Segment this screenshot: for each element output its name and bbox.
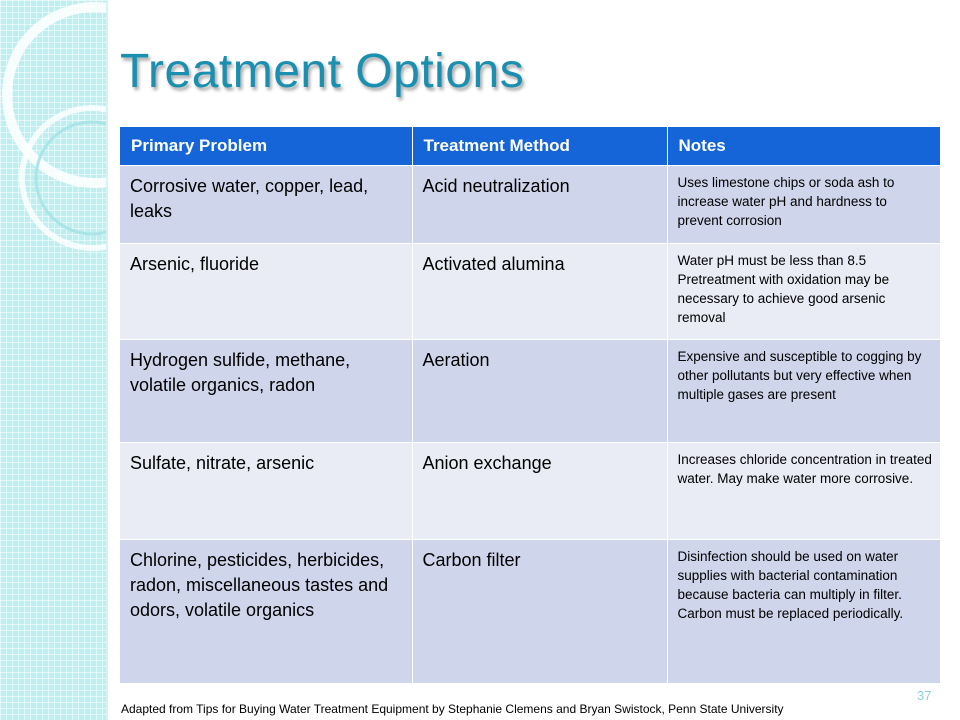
notes-cell: Water pH must be less than 8.5 Pretreatment with oxidation may be necessary to achieve good arsenic removal [667, 244, 940, 340]
page-number: 37 [917, 688, 932, 703]
header-treatment-method: Treatment Method [412, 127, 667, 166]
header-notes: Notes [667, 127, 940, 166]
table-row [120, 340, 940, 443]
table-header-row [120, 127, 940, 166]
table-row [120, 244, 940, 340]
table-row [120, 166, 940, 244]
method-cell: Acid neutralization [412, 166, 667, 244]
header-primary-problem: Primary Problem [120, 127, 412, 166]
slide-title: Treatment Options [120, 45, 525, 98]
problem-cell: Corrosive water, copper, lead, leaks [120, 166, 412, 244]
side-panel-edge [106, 0, 108, 720]
notes-cell: Expensive and susceptible to cogging by other pollutants but very effective when multiple gases are present [667, 340, 940, 443]
method-cell: Aeration [412, 340, 667, 443]
problem-cell: Chlorine, pesticides, herbicides, radon, miscellaneous tastes and odors, volatile organics [120, 540, 412, 683]
problem-cell: Hydrogen sulfide, methane, volatile organics, radon [120, 340, 412, 443]
table-row [120, 443, 940, 540]
notes-cell: Disinfection should be used on water supplies with bacterial contamination because bacteria can multiply in filter. Carbon must be replaced periodically. [667, 540, 940, 683]
notes-cell: Uses limestone chips or soda ash to increase water pH and hardness to prevent corrosion [667, 166, 940, 244]
problem-cell: Sulfate, nitrate, arsenic [120, 443, 412, 540]
method-cell: Activated alumina [412, 244, 667, 340]
decorative-circles [0, 0, 108, 720]
notes-cell: Increases chloride concentration in treated water. May make water more corrosive. [667, 443, 940, 540]
treatment-table [120, 127, 941, 683]
method-cell: Carbon filter [412, 540, 667, 683]
method-cell: Anion exchange [412, 443, 667, 540]
problem-cell: Arsenic, fluoride [120, 244, 412, 340]
source-citation: Adapted from Tips for Buying Water Treatment Equipment by Stephanie Clemens and Bryan Swistock, Penn State University [121, 702, 784, 716]
table-row [120, 540, 940, 683]
decorative-side-panel [0, 0, 108, 720]
